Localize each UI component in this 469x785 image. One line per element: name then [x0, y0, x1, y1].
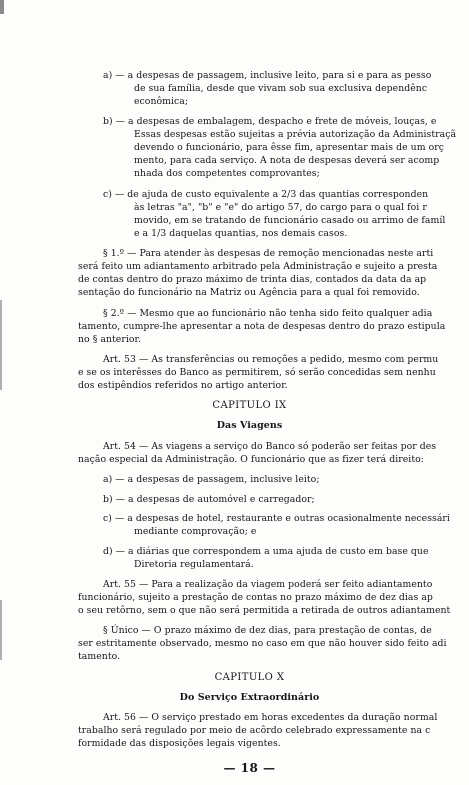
art-54-item-b: b) — a despesas de automóvel e carregador; [103, 494, 315, 505]
art-56-line-3: formidade das disposições legais vigentes. [78, 738, 281, 749]
chapter-x-title: Do Serviço Extraordinário [179, 692, 320, 703]
art-54-line-2: nação especial da Administração. O funcionário que as fizer terá direito: [78, 454, 424, 465]
art-55-line-3: o seu retôrno, sem o que não será permitida a retirada de outros adiantament [78, 605, 451, 616]
paragraph-2-line-2: tamento, cumpre-lhe apresentar a nota de despesas dentro do prazo estipula [78, 321, 446, 332]
item-b-line-2: Essas despesas estão sujeitas a prévia autorização da Administraçã [134, 129, 457, 140]
chapter-x-heading: CAPITULO X [214, 672, 285, 683]
item-c-line-2: às letras "a", "b" e "e" do artigo 57, do cargo para o qual foi r [134, 202, 427, 213]
item-b-line-1: b) — a despesas de embalagem, despacho e frete de móveis, louças, e [103, 116, 437, 127]
paragraph-unico-line-1: § Único — O prazo máximo de dez dias, para prestação de contas, de [103, 625, 432, 636]
art-54-item-d-line-1: d) — a diárias que correspondem a uma ajuda de custo em base que [103, 546, 429, 557]
art-54-item-a: a) — a despesas de passagem, inclusive leito; [103, 474, 320, 485]
paragraph-1-line-2: será feito um adiantamento arbitrado pela Administração e sujeito a presta [78, 261, 438, 272]
item-c-line-3: movido, em se tratando de funcionário casado ou arrimo de famíl [134, 215, 446, 226]
item-a-line-3: econômica; [134, 96, 189, 107]
art-54-item-c-line-2: mediante comprovação; e [134, 526, 257, 537]
art-54-item-d-line-2: Diretoria regulamentará. [134, 559, 254, 570]
paragraph-unico-line-3: tamento. [78, 651, 121, 662]
paragraph-1-line-3: de contas dentro do prazo máximo de trinta dias, contados da data da ap [78, 274, 427, 285]
page-number: — 18 — [223, 761, 276, 775]
item-a-line-1: a) — a despesas de passagem, inclusive leito, para si e para as pesso [103, 70, 432, 81]
paragraph-unico-line-2: ser estritamente observado, mesmo no caso em que não houver sido feito adi [78, 638, 447, 649]
item-b-line-5: nhada dos competentes comprovantes; [134, 168, 320, 179]
chapter-ix-heading: CAPITULO IX [212, 400, 287, 411]
art-55-line-2: funcionário, sujeito a prestação de contas no prazo máximo de dez dias ap [78, 592, 433, 603]
scan-edge-mark [0, 300, 2, 390]
paragraph-1-line-1: § 1.º — Para atender às despesas de remoção mencionadas neste arti [103, 248, 434, 259]
chapter-ix-title: Das Viagens [216, 420, 283, 431]
scan-edge-mark [0, 600, 2, 660]
art-53-line-2: e se os interêsses do Banco as permitirem, só serão concedidas sem nenhu [78, 367, 436, 378]
item-c-line-1: c) — de ajuda de custo equivalente a 2/3 das quantias corresponden [103, 189, 429, 200]
art-54-line-1: Art. 54 — As viagens a serviço do Banco só poderão ser feitas por des [103, 441, 437, 452]
scan-edge-mark [0, 0, 4, 14]
paragraph-2-line-3: no § anterior. [78, 334, 142, 345]
item-c-line-4: e a 1/3 daquelas quantias, nos demais casos. [134, 228, 348, 239]
paragraph-1-line-4: sentação do funcionário na Matriz ou Agência para a qual foi removido. [78, 287, 420, 298]
paragraph-2-line-1: § 2.º — Mesmo que ao funcionário não tenha sido feito qualquer adia [103, 308, 433, 319]
art-56-line-1: Art. 56 — O serviço prestado em horas excedentes da duração normal [103, 712, 438, 723]
item-b-line-3: devendo o funcionário, para êsse fim, apresentar mais de um orç [134, 142, 444, 153]
art-56-line-2: trabalho será regulado por meio de acôrdo celebrado expressamente na c [78, 725, 431, 736]
art-53-line-3: dos estipêndios referidos no artigo anterior. [78, 380, 288, 391]
art-55-line-1: Art. 55 — Para a realização da viagem poderá ser feito adiantamento [103, 579, 433, 590]
item-b-line-4: mento, para cada serviço. A nota de despesas deverá ser acomp [134, 155, 440, 166]
art-53-line-1: Art. 53 — As transferências ou remoções a pedido, mesmo com permu [103, 354, 439, 365]
item-a-line-2: de sua família, desde que vivam sob sua exclusiva dependênc [134, 83, 428, 94]
art-54-item-c-line-1: c) — a despesas de hotel, restaurante e outras ocasionalmente necessári [103, 513, 450, 524]
